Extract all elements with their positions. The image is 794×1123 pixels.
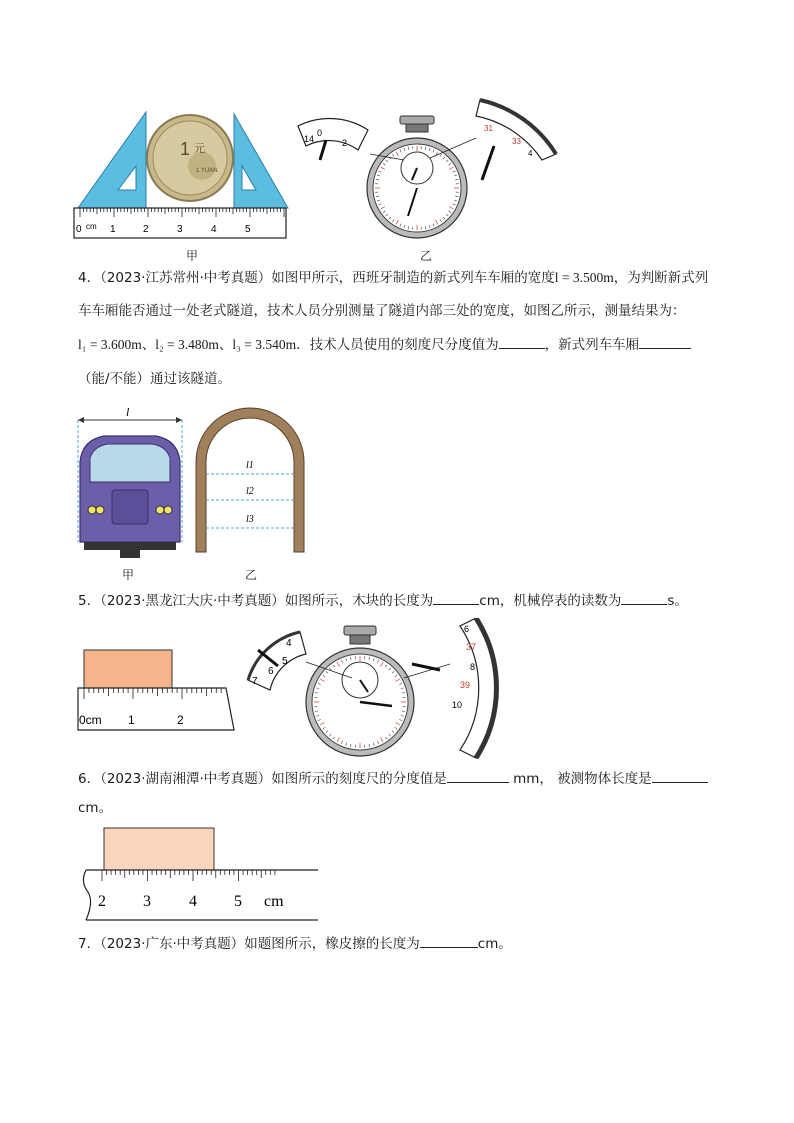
caption-jia-top: 甲: [186, 249, 199, 263]
q6-text-line1: 6．（2023·湖南湘潭·中考真题）如图所示的刻度尺的分度值是 mm， 被测物体长度是: [78, 768, 708, 789]
small-dial-label-14: 14: [304, 134, 315, 144]
figure-block-ruler-q5: [74, 648, 240, 732]
q4-line1: 4．（2023·江苏常州·中考真题）如图甲所示，西班牙制造的新式列车车厢的宽度l = 3.500m，为判断新式列: [78, 270, 709, 286]
tunnel-label-l3: l3: [246, 514, 254, 525]
q5-small-dial-7: 7: [252, 676, 258, 687]
coin-numeral: 1: [180, 139, 191, 159]
q4-line2: 车车厢能否通过一处老式隧道，技术人员分别测量了隧道内部三处的宽度，如图乙所示，测量结果为：: [78, 303, 686, 319]
q4-blank-1[interactable]: [499, 334, 545, 349]
q5-large-dial-10: 10: [452, 700, 463, 710]
q5-ruler-label-2: 2: [177, 713, 184, 727]
q4-line4: （能/不能）通过该隧道。: [78, 371, 232, 387]
q6-ruler-label-4: 4: [189, 893, 197, 910]
small-dial-label-2: 2: [342, 138, 348, 148]
figure-stopwatch-top: [290, 98, 560, 248]
caption-yi-q4: 乙: [245, 568, 258, 582]
q4-blank-2[interactable]: [639, 334, 691, 349]
q5-large-dial-37: 37: [466, 642, 477, 652]
tunnel-label-l1: l1: [246, 460, 254, 471]
figure-train: [70, 402, 195, 582]
ruler-label-0: 0: [76, 224, 82, 235]
ruler-label-2: 2: [143, 224, 149, 235]
train-width-label: l: [126, 405, 130, 419]
q7-text: 7．（2023·广东·中考真题）如题图所示，橡皮擦的长度为 cm。: [78, 933, 512, 954]
q5-ruler-label-0: 0cm: [79, 713, 102, 727]
caption-jia-q4: 甲: [122, 568, 135, 582]
q5-text: 5．（2023·黑龙江大庆·中考真题）如图所示，木块的长度为 cm，机械停表的读数为 s。: [78, 590, 688, 611]
figure-tunnel: [190, 402, 315, 562]
coin-character: 元: [194, 143, 205, 155]
set-square-left: [78, 112, 146, 208]
large-dial-label-4: 4: [528, 149, 533, 158]
ruler-label-4: 4: [211, 224, 217, 235]
q6-blank-1[interactable]: [447, 768, 509, 783]
figure-block-ruler-q6: [76, 826, 322, 922]
q5-blank-2[interactable]: [621, 590, 667, 605]
q6-ruler-label-2: 2: [98, 893, 106, 910]
ruler-label-1: 1: [110, 224, 116, 235]
tunnel-label-l2: l2: [246, 486, 254, 497]
q5-ruler-label-1: 1: [128, 713, 135, 727]
q5-small-dial-4: 4: [286, 638, 292, 649]
q6-ruler-label-3: 3: [143, 893, 151, 910]
ruler-label-unit: cm: [86, 222, 97, 231]
q5-blank-1[interactable]: [433, 590, 479, 605]
caption-yi-top: 乙: [420, 249, 433, 263]
q5-small-dial-5: 5: [282, 656, 288, 667]
q6-ruler-label-5: 5: [234, 893, 242, 910]
q6-text-line2: cm。: [78, 800, 113, 816]
q7-blank-1[interactable]: [420, 933, 478, 948]
q5-large-dial-6: 6: [464, 624, 470, 634]
large-dial-label-31: 31: [484, 124, 493, 133]
tunnel-arch: [196, 408, 304, 552]
q5-small-dial-6: 6: [268, 666, 274, 677]
q5-large-dial-8: 8: [470, 662, 476, 672]
q5-large-dial-39: 39: [460, 680, 471, 690]
q6-ruler-label-cm: cm: [264, 893, 284, 910]
q6-blank-2[interactable]: [652, 768, 708, 783]
small-dial-label-0: 0: [317, 128, 323, 138]
wood-block: [84, 650, 172, 688]
q4-line3: l₁ = 3.600m、l₂ = 3.480m、l₃ = 3.540m．技术人员使用的刻度尺分度值为 ，新式列车车厢: [78, 334, 691, 355]
ruler-label-3: 3: [177, 224, 183, 235]
large-dial-label-33: 33: [512, 137, 521, 146]
measured-object: [104, 828, 214, 870]
figure-stopwatch-q5: [244, 618, 506, 760]
coin-text: 1 YUAN: [196, 168, 218, 174]
figure-coin-ruler: [70, 100, 300, 245]
ruler-label-5: 5: [245, 224, 251, 235]
set-square-right: [234, 114, 288, 208]
